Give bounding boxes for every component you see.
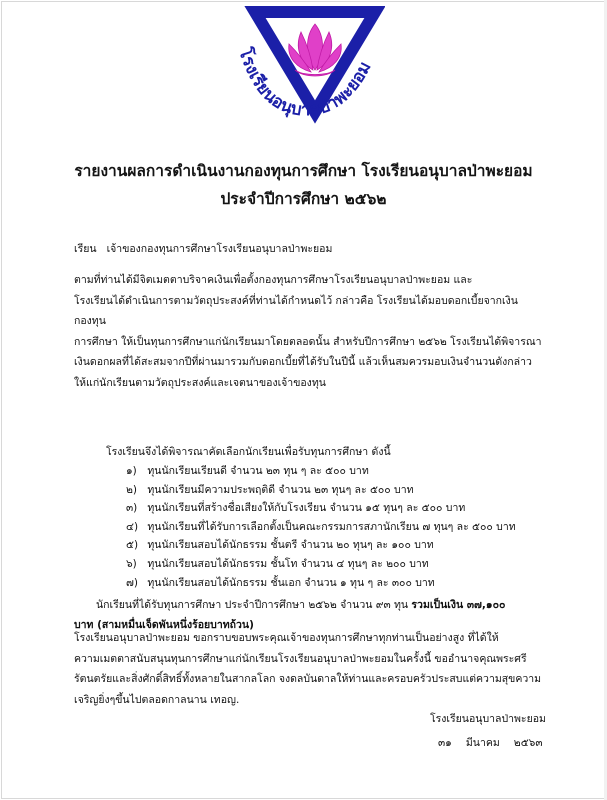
list-item xyxy=(126,555,516,574)
list-item-number: ๔) xyxy=(126,520,139,533)
list-item-number: ๒) xyxy=(126,483,138,496)
date-year: ๒๕๖๓ xyxy=(513,737,543,749)
list-item-text: ทุนนักเรียนที่สร้างชื่อเสียงให้กับโรงเรียน จำนวน ๑๕ ทุนๆ ละ ๕๐๐ บาท xyxy=(147,502,466,515)
list-item-text: ทุนนักเรียนสอบได้นักธรรม ชั้นโท จำนวน ๔ ทุนๆ ละ ๒๐๐ บาท xyxy=(147,557,429,570)
list-item-number: ๗) xyxy=(126,576,138,589)
list-item-text: ทุนนักเรียนมีความประพฤติดี จำนวน ๒๓ ทุนๆ ละ ๕๐๐ บาท xyxy=(147,483,414,496)
list-item xyxy=(126,499,516,518)
summary-line xyxy=(96,596,505,613)
logo-arc-text: โรงเรียนอนุบาลป่าพะยอม xyxy=(234,45,376,121)
lotus-flower xyxy=(289,24,342,76)
selection-intro: โรงเรียนจึงได้พิจารณาคัดเลือกนักเรียนเพื่อรับทุนการศึกษา ดังนี้ xyxy=(106,446,391,458)
list-item-text: ทุนนักเรียนที่ได้รับการเลือกตั้งเป็นคณะกรรมการสภานักเรียน ๗ ทุนๆ ละ ๕๐๐ บาท xyxy=(147,520,516,533)
report-subtitle: ประจำปีการศึกษา ๒๕๖๒ xyxy=(220,190,387,208)
date-day: ๓๑ xyxy=(438,737,452,749)
list-item xyxy=(126,536,516,555)
list-item xyxy=(126,481,516,500)
scholarship-list xyxy=(126,462,516,592)
list-item-number: ๕) xyxy=(126,539,139,552)
salutation-label: เรียน xyxy=(74,243,97,255)
list-item-number: ๖) xyxy=(126,557,137,570)
list-item-text: ทุนนักเรียนสอบได้นักธรรม ชั้นตรี จำนวน ๒๐ ทุนๆ ละ ๑๐๐ บาท xyxy=(147,539,434,552)
salutation xyxy=(74,240,332,257)
lotus-triangle-emblem-icon xyxy=(225,6,385,132)
summary-total: รวมเป็นเงิน ๓๗,๑๐๐ xyxy=(411,599,506,611)
list-item xyxy=(126,574,516,593)
signature-date xyxy=(438,734,543,751)
list-item xyxy=(126,518,516,537)
report-title: รายงานผลการดำเนินงานกองทุนการศึกษา โรงเรียนอนุบาลป่าพะยอม xyxy=(74,162,533,180)
paragraph-thanks: โรงเรียนอนุบาลป่าพะยอม ขอกราบขอบพระคุณเจ้าของทุนการศึกษาทุกท่านเป็นอย่างสูง ที่ได้ให้ ความเมตตาสนับสนุนทุนการศึกษาแก่นักเรียนโรงเรียนอนุบาลป่าพะยอมในครั้งนี้ ขออำนาจคุณพระศรี รัตนตรัยและสิ่งศักดิ์สิทธิ์ทั้งหลายในสากลโลก จงดลบันดาลให้ท่านและครอบครัวประสบแต่ความสุขความ เจริญยิ่งๆขึ้นไปตลอดกาลนาน เทอญ. xyxy=(74,632,542,706)
list-item-number: ๓) xyxy=(126,502,138,515)
summary-text: นักเรียนที่ได้รับทุนการศึกษา ประจำปีการศึกษา ๒๕๖๒ จำนวน ๙๓ ทุน xyxy=(96,599,409,611)
list-item-text: ทุนนักเรียนเรียนดี จำนวน ๒๓ ทุน ๆ ละ ๕๐๐ บาท xyxy=(147,465,369,477)
paragraph-intro: ตามที่ท่านได้มีจิตเมตตาบริจาคเงินเพื่อตั้งกองทุนการศึกษาโรงเรียนอนุบาลป่าพะยอม และ โรงเรียนได้ดำเนินการตามวัตถุประสงค์ที่ท่านได้กำหนดไว้ กล่าวคือ โรงเรียนได้มอบดอกเบี้ยจากเงินกองทุน การศึกษา ให้เป็นทุนการศึกษาแก่นักเรียนมาโดยตลอดนั้น สำหรับปีการศึกษา ๒๕๖๒ โรงเรียนได้พิจารณา เงินดอกผลที่ได้สะสมจากปีที่ผ่านมารวมกับดอกเบี้ยที่ได้รับในปีนี้ แล้วเห็นสมควรมอบเงินจำนวนดังกล่าว ให้แก่นักเรียนตามวัตถุประสงค์และเจตนาของเจ้าของทุน xyxy=(74,274,542,389)
date-month: มีนาคม xyxy=(465,737,500,749)
salutation-recipient: เจ้าของกองทุนการศึกษาโรงเรียนอนุบาลป่าพะยอม xyxy=(106,243,333,255)
list-item-number: ๑) xyxy=(126,465,137,477)
signature-school-name: โรงเรียนอนุบาลป่าพะยอม xyxy=(430,713,546,725)
list-item-text: ทุนนักเรียนสอบได้นักธรรม ชั้นเอก จำนวน ๑ ทุน ๆ ละ ๓๐๐ บาท xyxy=(147,576,435,589)
school-logo xyxy=(225,6,385,132)
summary-amount-words: บาท (สามหมื่นเจ็ดพันหนึ่งร้อยบาทถ้วน) xyxy=(74,619,254,631)
list-item xyxy=(126,462,516,481)
